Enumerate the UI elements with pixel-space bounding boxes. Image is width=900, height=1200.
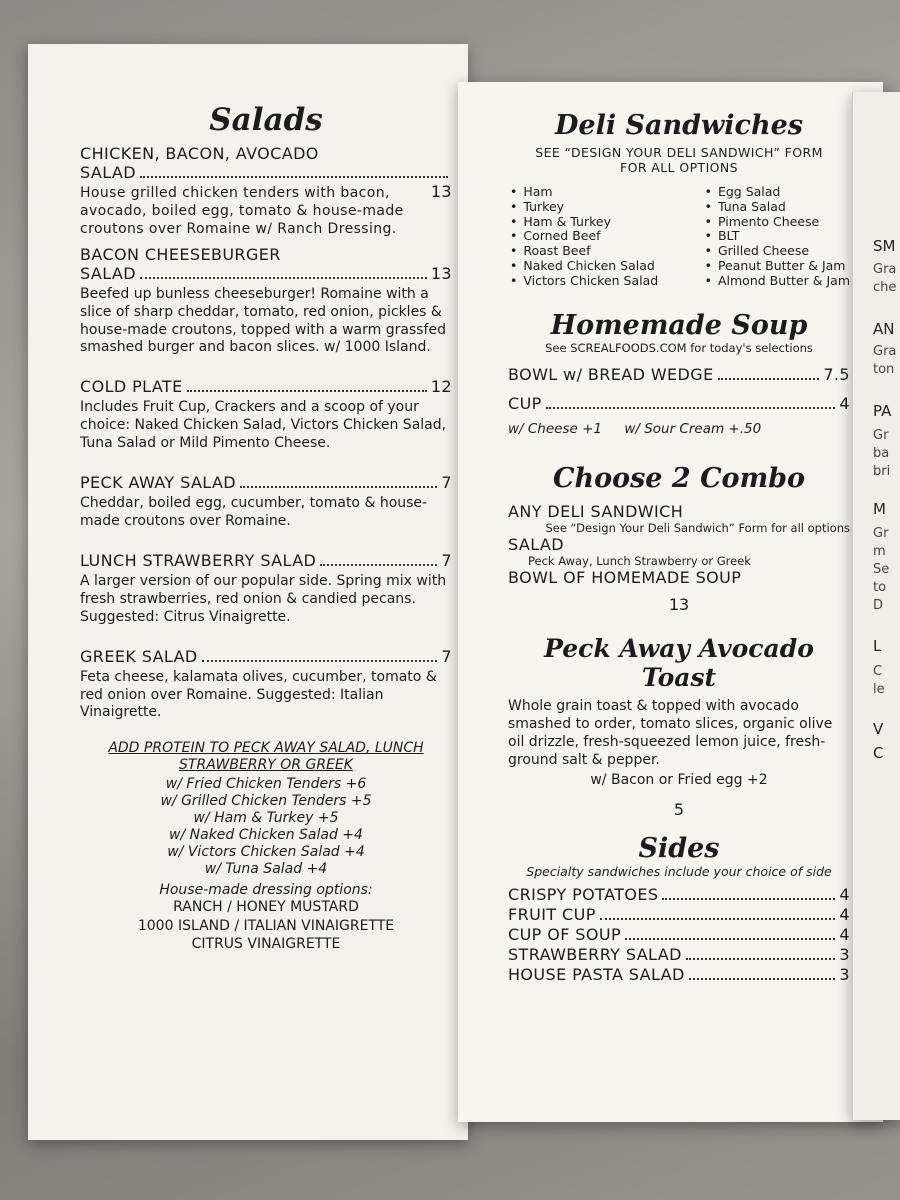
salads-panel	[28, 44, 468, 1140]
deli-option: • Corned Beef	[522, 229, 658, 244]
dressing-list	[80, 898, 452, 953]
protein-option: w/ Naked Chicken Salad +4	[169, 827, 363, 844]
side-name: STRAWBERRY SALAD	[508, 944, 682, 964]
side-item	[508, 885, 850, 905]
side-name: CRISPY POTATOES	[508, 884, 659, 904]
right-fragment: Se	[873, 562, 890, 577]
soup-extra-sour-cream: w/ Sour Cream +.50	[624, 421, 762, 438]
right-fragment: SM	[873, 237, 896, 255]
leader-dots	[600, 918, 836, 920]
item-price: 13	[430, 182, 452, 201]
deli-option: • Almond Butter & Jam	[717, 274, 850, 289]
side-item	[508, 925, 850, 945]
soup-bowl-row	[508, 365, 850, 384]
deli-option: • Roast Beef	[522, 244, 658, 259]
right-fragment: L	[873, 637, 882, 655]
sides-title: Sides	[638, 832, 720, 864]
protein-option: w/ Fried Chicken Tenders +6	[165, 775, 367, 792]
right-fragment: V	[873, 720, 884, 738]
right-fragment: ton	[873, 362, 895, 377]
side-item	[508, 965, 850, 985]
right-fragment: Gr	[873, 428, 889, 443]
soup-bowl-name: BOWL w/ BREAD WEDGE	[508, 365, 714, 385]
deli-option: • Grilled Cheese	[717, 244, 850, 259]
toast-title: Peck Away Avocado Toast	[544, 634, 814, 693]
leader-dots	[202, 660, 438, 662]
right-fragment: m	[873, 544, 886, 559]
deli-option: • Tuna Salad	[717, 200, 850, 215]
item-price: 7	[441, 646, 452, 666]
side-name: CUP OF SOUP	[508, 924, 622, 944]
item-desc: House grilled chicken tenders with bacon, avocado, boiled egg, tomato & house-made croutons over Romaine w/ Ranch Dressing.	[80, 185, 404, 237]
leader-dots	[662, 898, 835, 900]
deli-option: • Peanut Butter & Jam	[717, 259, 850, 274]
side-item	[508, 945, 850, 965]
salad-item-bacon-cheeseburger	[80, 245, 452, 358]
soup-note: See SCREALFOODS.COM for today's selections	[545, 341, 813, 356]
deli-option: • Egg Salad	[717, 185, 850, 200]
right-fragment: to	[873, 580, 887, 595]
dressing-option: CITRUS VINAIGRETTE	[191, 935, 341, 952]
side-price: 4	[839, 924, 850, 944]
dressing-option: RANCH / HONEY MUSTARD	[173, 899, 359, 916]
side-name: HOUSE PASTA SALAD	[508, 964, 685, 984]
right-fragment: che	[873, 280, 897, 295]
deli-option: • Ham	[522, 185, 658, 200]
protein-option: w/ Ham & Turkey +5	[193, 810, 339, 827]
right-fragment: C	[873, 744, 884, 762]
item-desc: Beefed up bunless cheeseburger! Romaine with a slice of sharp cheddar, tomato, red onion, pickles & house-made croutons, topped with a warm grassfed smashed burger and bacon slices. w/ 1000 Island.	[80, 285, 446, 356]
deli-option: • Naked Chicken Salad	[522, 259, 658, 274]
right-fragment: PA	[873, 402, 892, 420]
protein-option: w/ Victors Chicken Salad +4	[167, 844, 365, 861]
dressing-heading: House-made dressing options:	[159, 882, 373, 899]
leader-dots	[240, 486, 437, 488]
toast-desc: Whole grain toast & topped with avocado smashed to order, tomato slices, organic olive oil drizzle, fresh-squeezed lemon juice, fresh-ground salt & pepper.	[508, 698, 833, 768]
salad-item-greek	[80, 647, 452, 723]
deli-options	[508, 185, 850, 288]
leader-dots	[140, 277, 427, 279]
deli-subtitle: SEE “DESIGN YOUR DELI SANDWICH” FORM FOR ALL OPTIONS	[535, 145, 823, 175]
deli-title: Deli Sandwiches	[555, 110, 803, 141]
soup-cup-price: 4	[839, 394, 850, 414]
right-fragment: bri	[873, 464, 891, 479]
protein-list	[80, 776, 452, 878]
item-name: PECK AWAY SALAD	[80, 473, 237, 493]
protein-heading: ADD PROTEIN TO PECK AWAY SALAD, LUNCH STRAWBERRY OR GREEK	[108, 740, 424, 774]
right-panel-edge	[852, 92, 900, 1120]
leader-dots	[320, 564, 437, 566]
deli-option: • Turkey	[522, 200, 658, 215]
item-name: BACON CHEESEBURGER	[80, 244, 281, 264]
item-name: GREEK SALAD	[80, 646, 198, 666]
leader-dots	[689, 978, 836, 980]
toast-price: 5	[673, 799, 685, 819]
main-menu-panel	[458, 82, 883, 1122]
item-name: LUNCH STRAWBERRY SALAD	[80, 550, 317, 570]
protein-option: w/ Tuna Salad +4	[204, 861, 328, 878]
item-desc: Cheddar, boiled egg, cucumber, tomato & house-made croutons over Romaine.	[80, 495, 428, 529]
item-price: 12	[430, 377, 452, 397]
salad-item-lunch-strawberry	[80, 551, 452, 627]
combo-line-salad-note: Peck Away, Lunch Strawberry or Greek	[528, 554, 751, 569]
item-name: COLD PLATE	[80, 377, 183, 397]
right-fragment: Gra	[873, 262, 897, 277]
salad-item-peck-away	[80, 473, 452, 531]
deli-option: • Victors Chicken Salad	[522, 274, 658, 289]
right-fragment: M	[873, 500, 886, 518]
leader-dots	[187, 390, 427, 392]
right-fragment: Gra	[873, 344, 897, 359]
sides-note: Specialty sandwiches include your choice of side	[526, 863, 832, 879]
salads-column	[80, 102, 452, 953]
right-fragment: C	[873, 664, 883, 679]
salads-title: Salads	[209, 102, 323, 138]
item-desc: Includes Fruit Cup, Crackers and a scoop of your choice: Naked Chicken Salad, Victors Chicken Salad, Tuna Salad or Mild Pimento Cheese.	[80, 399, 447, 452]
combo-line-salad: SALAD	[508, 535, 564, 555]
sides-list	[508, 885, 850, 985]
soup-cup-name: CUP	[508, 394, 542, 414]
soup-title: Homemade Soup	[550, 310, 808, 342]
right-fragment: AN	[873, 320, 895, 338]
leader-dots	[140, 176, 448, 178]
side-name: FRUIT CUP	[508, 904, 596, 924]
leader-dots	[718, 378, 820, 380]
dressing-option: 1000 ISLAND / ITALIAN VINAIGRETTE	[137, 917, 395, 934]
combo-title: Choose 2 Combo	[552, 463, 806, 495]
combo-line-sandwich-note: See “Design Your Deli Sandwich” Form for all options	[545, 521, 850, 536]
item-desc: Feta cheese, kalamata olives, cucumber, tomato & red onion over Romaine. Suggested: Italian Vinaigrette.	[80, 668, 437, 721]
soup-extra-cheese: w/ Cheese +1	[508, 421, 603, 438]
protein-addons	[80, 740, 452, 953]
combo-price: 13	[668, 595, 690, 615]
deli-option: • BLT	[717, 229, 850, 244]
right-fragment: Gr	[873, 526, 889, 541]
deli-options-col1	[508, 185, 658, 288]
soup-cup-row	[508, 394, 850, 413]
side-price: 3	[839, 964, 850, 984]
main-menu-column	[508, 110, 850, 985]
item-name-line2: SALAD	[80, 163, 136, 182]
combo-line-soup: BOWL OF HOMEMADE SOUP	[508, 568, 742, 588]
salad-item-cold-plate	[80, 377, 452, 453]
deli-option: • Pimento Cheese	[717, 215, 850, 230]
leader-dots	[625, 938, 835, 940]
item-price: 7	[441, 550, 452, 570]
side-price: 3	[839, 944, 850, 964]
leader-dots	[686, 958, 836, 960]
item-price: 13	[430, 263, 452, 283]
item-name: CHICKEN, BACON, AVOCADO	[80, 144, 319, 163]
combo-line-sandwich: ANY DELI SANDWICH	[508, 502, 684, 522]
right-fragment: D	[873, 598, 884, 613]
item-name-line2: SALAD	[80, 263, 136, 283]
salad-item-chicken-bacon-avocado	[80, 144, 452, 239]
item-desc: A larger version of our popular side. Spring mix with fresh strawberries, red onion & candied pecans. Suggested: Citrus Vinaigrette.	[80, 572, 447, 625]
right-fragment: ba	[873, 446, 890, 461]
leader-dots	[546, 407, 836, 409]
right-fragment: le	[873, 682, 885, 697]
soup-bowl-price: 7.5	[823, 365, 850, 385]
side-item	[508, 905, 850, 925]
item-price: 7	[441, 473, 452, 493]
deli-option: • Ham & Turkey	[522, 215, 658, 230]
protein-option: w/ Grilled Chicken Tenders +5	[160, 792, 372, 809]
soup-extras	[508, 421, 850, 437]
side-price: 4	[839, 884, 850, 904]
toast-addon: w/ Bacon or Fried egg +2	[590, 771, 768, 788]
deli-options-col2	[703, 185, 850, 288]
side-price: 4	[839, 904, 850, 924]
